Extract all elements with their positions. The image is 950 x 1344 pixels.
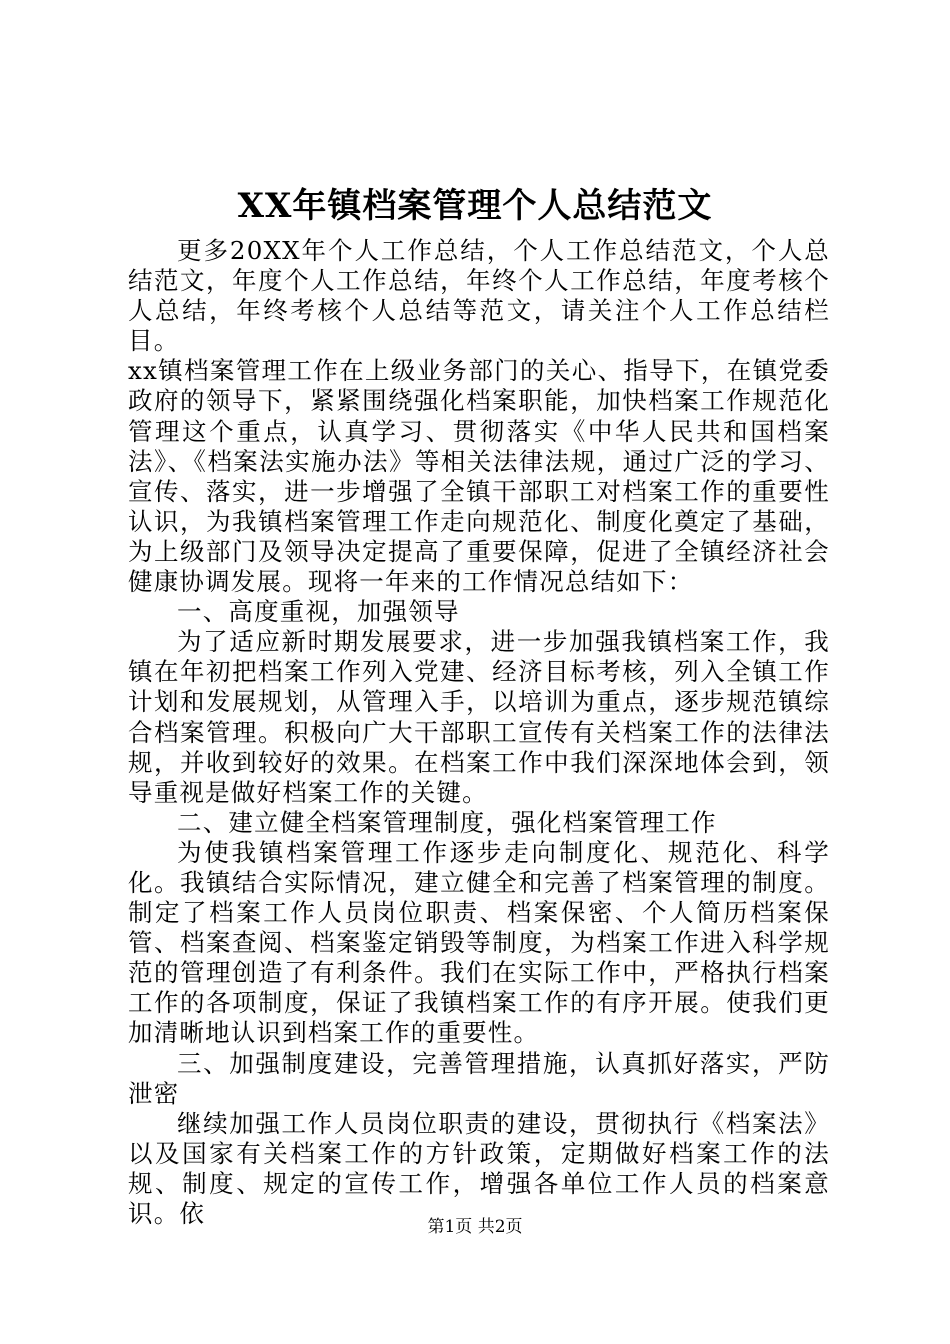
section-heading-1: 一、高度重视，加强领导: [177, 597, 460, 627]
page-number: 第1页 共2页: [427, 1217, 523, 1237]
paragraph-section-1: 为了适应新时期发展要求，进一步加强我镇档案工作，我镇在年初把档案工作列入党建、经济目标考核，列入全镇工作计划和发展规划，从管理入手，以培训为重点，逐步规范镇综合档案管理。积极向广大干部职工宣传有关档案工作的法律法规，并收到较好的效果。在档案工作中我们深深地体会到，领导重视是做好档案工作的关键。: [128, 627, 830, 807]
document-title: XX年镇档案管理个人总结范文: [237, 186, 713, 226]
paragraph-section-2: 为使我镇档案管理工作逐步走向制度化、规范化、科学化。我镇结合实际情况，建立健全和完善了档案管理的制度。制定了档案工作人员岗位职责、档案保密、个人简历档案保管、档案查阅、档案鉴定销毁等制度，为档案工作进入科学规范的管理创造了有利条件。我们在实际工作中，严格执行档案工作的各项制度，保证了我镇档案工作的有序开展。使我们更加清晰地认识到档案工作的重要性。: [128, 837, 830, 1048]
section-heading-3: 三、加强制度建设，完善管理措施，认真抓好落实，严防泄密: [128, 1048, 830, 1108]
document-body: [128, 236, 830, 1229]
section-heading-2: 二、建立健全档案管理制度，强化档案管理工作: [177, 807, 717, 837]
paragraph-intro: 更多20XX年个人工作总结，个人工作总结范文，个人总结范文，年度个人工作总结，年终个人工作总结，年度考核个人总结，年终考核个人总结等范文，请关注个人工作总结栏目。: [128, 236, 830, 356]
paragraph-overview: xx镇档案管理工作在上级业务部门的关心、指导下，在镇党委政府的领导下，紧紧围绕强化档案职能，加快档案工作规范化管理这个重点，认真学习、贯彻落实《中华人民共和国档案法》、《档案法实施办法》等相关法律法规，通过广泛的学习、宣传、落实，进一步增强了全镇干部职工对档案工作的重要性认识，为我镇档案管理工作走向规范化、制度化奠定了基础，为上级部门及领导决定提高了重要保障，促进了全镇经济社会健康协调发展。现将一年来的工作情况总结如下：: [128, 356, 830, 597]
paragraph-section-3: 继续加强工作人员岗位职责的建设，贯彻执行《档案法》以及国家有关档案工作的方针政策，定期做好档案工作的法规、制度、规定的宣传工作，增强各单位工作人员的档案意识。依: [128, 1108, 830, 1228]
